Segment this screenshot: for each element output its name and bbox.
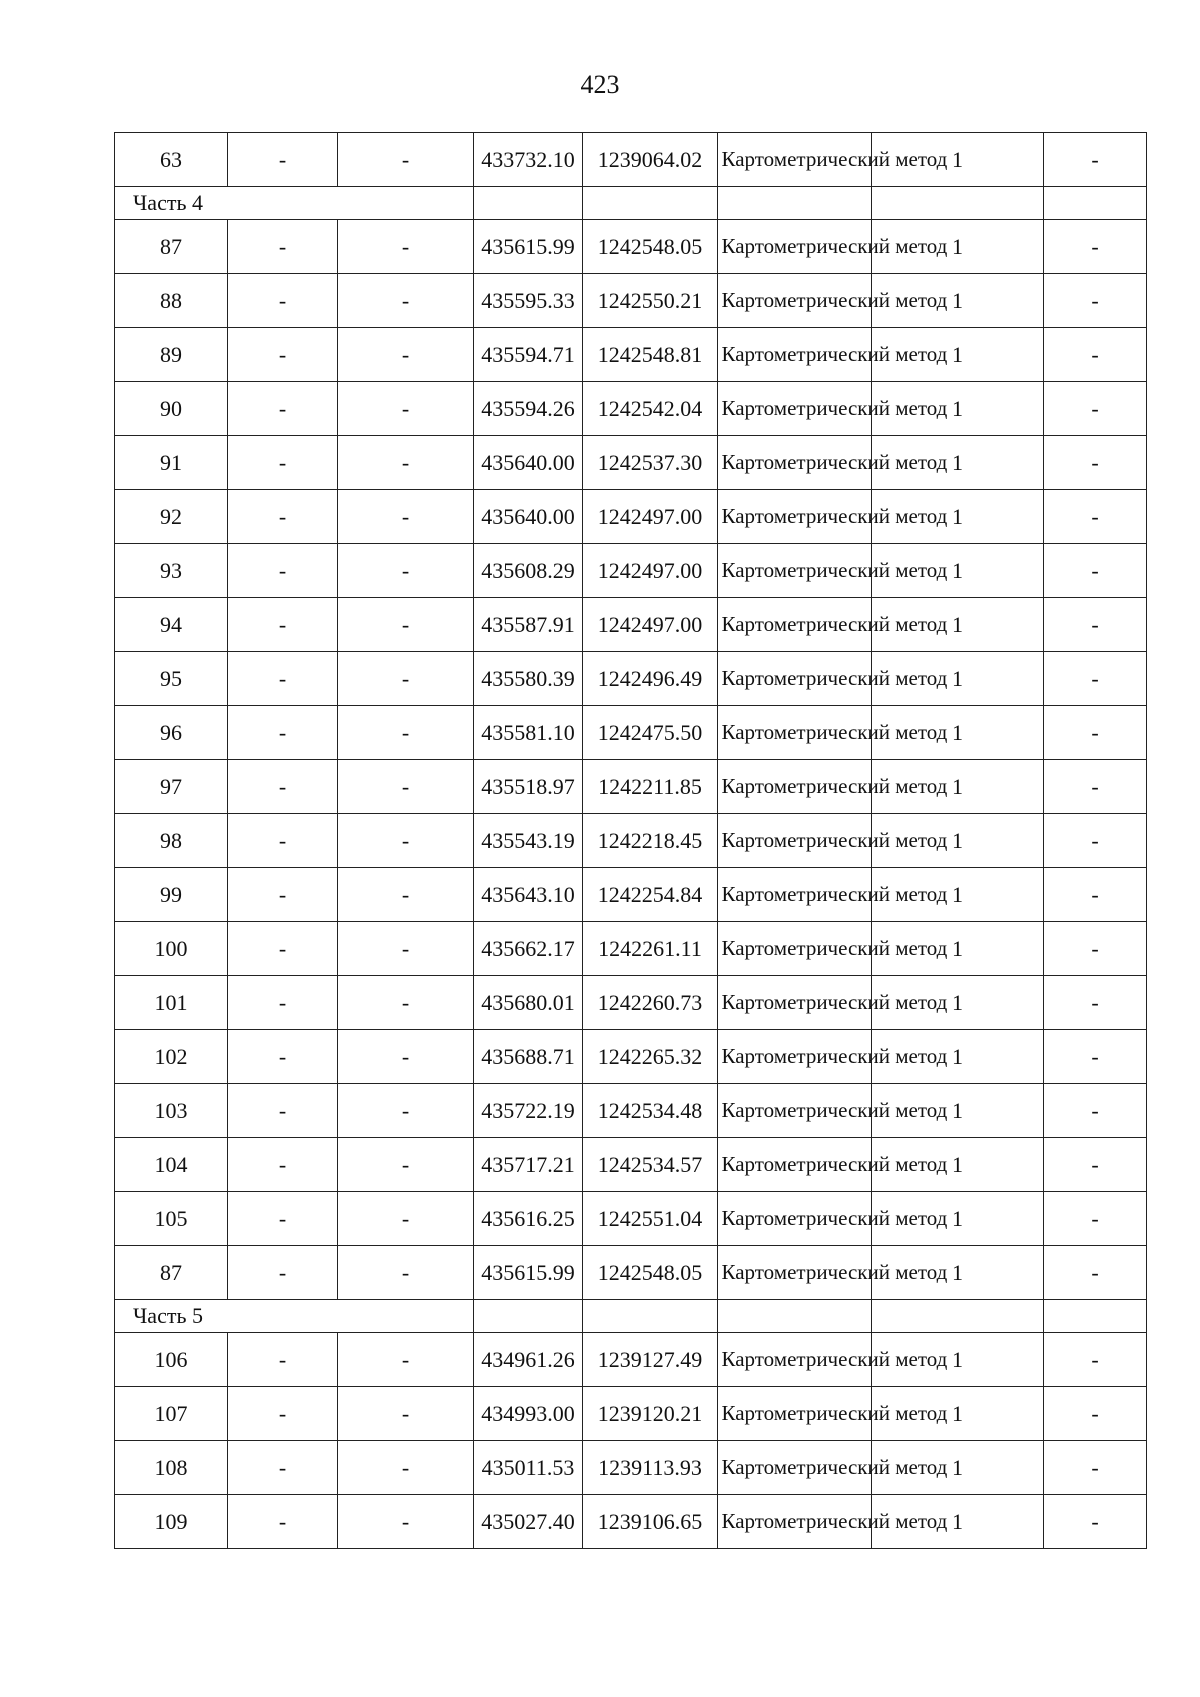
section-label: Часть 4 [115, 187, 474, 220]
empty-dash-cell: - [338, 1333, 474, 1387]
empty-dash-cell: - [228, 814, 338, 868]
point-number-cell: 87 [115, 1246, 228, 1300]
method-cell [718, 1030, 948, 1084]
empty-dash-cell: - [228, 652, 338, 706]
method-text: Картометрический метод [721, 1347, 948, 1371]
empty-dash-cell: - [1044, 706, 1147, 760]
empty-dash-cell: - [1044, 490, 1147, 544]
y-coordinate-cell: 1242534.57 [583, 1138, 718, 1192]
empty-dash-cell: - [1044, 1441, 1147, 1495]
point-number-cell: 104 [115, 1138, 228, 1192]
method-text: Картометрический метод [721, 1098, 948, 1122]
y-coordinate-cell: 1242550.21 [583, 274, 718, 328]
table-row [115, 490, 1147, 544]
empty-dash-cell: - [1044, 382, 1147, 436]
point-number-cell: 88 [115, 274, 228, 328]
method-cell [718, 1192, 948, 1246]
empty-dash-cell: - [1044, 133, 1147, 187]
coordinates-table [114, 132, 1147, 1549]
method-cell [718, 1333, 948, 1387]
method-text: Картометрический метод [721, 990, 948, 1014]
accuracy-cell: 1 [872, 1495, 1044, 1549]
method-text: Картометрический метод [721, 666, 948, 690]
empty-dash-cell: - [338, 1387, 474, 1441]
method-cell [718, 274, 948, 328]
empty-cell [718, 1300, 872, 1333]
method-cell [718, 1495, 948, 1549]
method-text: Картометрический метод [721, 936, 948, 960]
empty-dash-cell: - [338, 328, 474, 382]
x-coordinate-cell: 433732.10 [474, 133, 583, 187]
empty-dash-cell: - [1044, 1084, 1147, 1138]
table-row [115, 1138, 1147, 1192]
method-text: Картометрический метод [721, 1206, 948, 1230]
empty-cell [583, 187, 718, 220]
empty-dash-cell: - [228, 436, 338, 490]
x-coordinate-cell: 435011.53 [474, 1441, 583, 1495]
x-coordinate-cell: 435643.10 [474, 868, 583, 922]
table-row [115, 274, 1147, 328]
method-cell [718, 1441, 948, 1495]
table-row [115, 382, 1147, 436]
empty-dash-cell: - [1044, 436, 1147, 490]
method-cell [718, 598, 948, 652]
method-text: Картометрический метод [721, 720, 948, 744]
method-text: Картометрический метод [721, 1455, 948, 1479]
method-cell [718, 1138, 948, 1192]
empty-dash-cell: - [338, 922, 474, 976]
empty-dash-cell: - [228, 922, 338, 976]
table-row [115, 706, 1147, 760]
point-number-cell: 102 [115, 1030, 228, 1084]
empty-dash-cell: - [1044, 1030, 1147, 1084]
table-row [115, 652, 1147, 706]
empty-dash-cell: - [338, 382, 474, 436]
empty-dash-cell: - [338, 1441, 474, 1495]
empty-dash-cell: - [228, 706, 338, 760]
empty-dash-cell: - [228, 220, 338, 274]
point-number-cell: 109 [115, 1495, 228, 1549]
x-coordinate-cell: 435616.25 [474, 1192, 583, 1246]
y-coordinate-cell: 1242497.00 [583, 544, 718, 598]
empty-dash-cell: - [228, 598, 338, 652]
method-text: Картометрический метод [721, 558, 948, 582]
y-coordinate-cell: 1239106.65 [583, 1495, 718, 1549]
y-coordinate-cell: 1242497.00 [583, 598, 718, 652]
method-cell [718, 868, 948, 922]
point-number-cell: 100 [115, 922, 228, 976]
x-coordinate-cell: 435594.26 [474, 382, 583, 436]
empty-dash-cell: - [1044, 1387, 1147, 1441]
accuracy-cell: 1 [872, 133, 1044, 187]
y-coordinate-cell: 1242218.45 [583, 814, 718, 868]
empty-dash-cell: - [228, 133, 338, 187]
table-row [115, 436, 1147, 490]
table-row [115, 976, 1147, 1030]
empty-dash-cell: - [338, 220, 474, 274]
section-row [115, 1300, 1147, 1333]
accuracy-cell: 1 [872, 1246, 1044, 1300]
method-text: Картометрический метод [721, 288, 948, 312]
method-text: Картометрический метод [721, 147, 948, 171]
empty-dash-cell: - [338, 1084, 474, 1138]
accuracy-cell: 1 [872, 328, 1044, 382]
point-number-cell: 90 [115, 382, 228, 436]
method-text: Картометрический метод [721, 234, 948, 258]
accuracy-cell: 1 [872, 1138, 1044, 1192]
x-coordinate-cell: 435595.33 [474, 274, 583, 328]
y-coordinate-cell: 1242537.30 [583, 436, 718, 490]
empty-dash-cell: - [228, 1084, 338, 1138]
empty-dash-cell: - [338, 274, 474, 328]
x-coordinate-cell: 435587.91 [474, 598, 583, 652]
empty-cell [1044, 187, 1147, 220]
y-coordinate-cell: 1242542.04 [583, 382, 718, 436]
empty-dash-cell: - [338, 1495, 474, 1549]
method-text: Картометрический метод [721, 396, 948, 420]
empty-dash-cell: - [228, 1441, 338, 1495]
empty-dash-cell: - [228, 1387, 338, 1441]
accuracy-cell: 1 [872, 1192, 1044, 1246]
y-coordinate-cell: 1239127.49 [583, 1333, 718, 1387]
point-number-cell: 92 [115, 490, 228, 544]
y-coordinate-cell: 1242260.73 [583, 976, 718, 1030]
method-text: Картометрический метод [721, 1509, 948, 1533]
empty-dash-cell: - [338, 490, 474, 544]
method-text: Картометрический метод [721, 882, 948, 906]
empty-dash-cell: - [338, 1138, 474, 1192]
empty-dash-cell: - [228, 1192, 338, 1246]
empty-dash-cell: - [228, 1246, 338, 1300]
method-cell [718, 328, 948, 382]
empty-dash-cell: - [1044, 1333, 1147, 1387]
empty-dash-cell: - [338, 760, 474, 814]
method-text: Картометрический метод [721, 774, 948, 798]
empty-dash-cell: - [338, 652, 474, 706]
empty-dash-cell: - [228, 976, 338, 1030]
empty-cell [1044, 1300, 1147, 1333]
accuracy-cell: 1 [872, 814, 1044, 868]
y-coordinate-cell: 1242548.05 [583, 220, 718, 274]
section-row [115, 187, 1147, 220]
table-row [115, 133, 1147, 187]
empty-dash-cell: - [1044, 1192, 1147, 1246]
empty-dash-cell: - [338, 868, 474, 922]
method-cell [718, 976, 948, 1030]
method-cell [718, 760, 948, 814]
empty-dash-cell: - [228, 868, 338, 922]
accuracy-cell: 1 [872, 1333, 1044, 1387]
y-coordinate-cell: 1242548.81 [583, 328, 718, 382]
method-cell [718, 706, 948, 760]
accuracy-cell: 1 [872, 976, 1044, 1030]
empty-dash-cell: - [338, 598, 474, 652]
point-number-cell: 96 [115, 706, 228, 760]
point-number-cell: 105 [115, 1192, 228, 1246]
empty-dash-cell: - [338, 1246, 474, 1300]
method-cell [718, 133, 948, 187]
empty-dash-cell: - [228, 1138, 338, 1192]
table-body [115, 133, 1147, 1549]
method-cell [718, 544, 948, 598]
empty-dash-cell: - [338, 544, 474, 598]
method-cell [718, 1084, 948, 1138]
x-coordinate-cell: 435615.99 [474, 220, 583, 274]
method-cell [718, 814, 948, 868]
empty-dash-cell: - [228, 1333, 338, 1387]
method-text: Картометрический метод [721, 1401, 948, 1425]
empty-dash-cell: - [338, 976, 474, 1030]
x-coordinate-cell: 435688.71 [474, 1030, 583, 1084]
x-coordinate-cell: 435518.97 [474, 760, 583, 814]
point-number-cell: 101 [115, 976, 228, 1030]
table-row [115, 328, 1147, 382]
method-cell [718, 382, 948, 436]
point-number-cell: 94 [115, 598, 228, 652]
point-number-cell: 103 [115, 1084, 228, 1138]
x-coordinate-cell: 435722.19 [474, 1084, 583, 1138]
accuracy-cell: 1 [872, 706, 1044, 760]
empty-cell [474, 1300, 583, 1333]
y-coordinate-cell: 1242211.85 [583, 760, 718, 814]
y-coordinate-cell: 1239113.93 [583, 1441, 718, 1495]
point-number-cell: 93 [115, 544, 228, 598]
empty-dash-cell: - [1044, 1246, 1147, 1300]
empty-dash-cell: - [1044, 652, 1147, 706]
y-coordinate-cell: 1242475.50 [583, 706, 718, 760]
x-coordinate-cell: 435027.40 [474, 1495, 583, 1549]
empty-dash-cell: - [338, 1030, 474, 1084]
table-row [115, 544, 1147, 598]
empty-cell [872, 1300, 1044, 1333]
y-coordinate-cell: 1242261.11 [583, 922, 718, 976]
empty-dash-cell: - [1044, 328, 1147, 382]
accuracy-cell: 1 [872, 760, 1044, 814]
method-text: Картометрический метод [721, 1044, 948, 1068]
table-row [115, 868, 1147, 922]
y-coordinate-cell: 1242496.49 [583, 652, 718, 706]
method-cell [718, 922, 948, 976]
method-cell [718, 436, 948, 490]
y-coordinate-cell: 1242497.00 [583, 490, 718, 544]
empty-dash-cell: - [228, 1030, 338, 1084]
method-text: Картометрический метод [721, 1260, 948, 1284]
empty-dash-cell: - [1044, 1495, 1147, 1549]
method-cell [718, 220, 948, 274]
accuracy-cell: 1 [872, 1030, 1044, 1084]
x-coordinate-cell: 435640.00 [474, 436, 583, 490]
method-cell [718, 1246, 948, 1300]
accuracy-cell: 1 [872, 652, 1044, 706]
table-row [115, 1387, 1147, 1441]
point-number-cell: 107 [115, 1387, 228, 1441]
method-text: Картометрический метод [721, 504, 948, 528]
table-row [115, 760, 1147, 814]
x-coordinate-cell: 435680.01 [474, 976, 583, 1030]
page-number: 423 [580, 70, 620, 99]
x-coordinate-cell: 435594.71 [474, 328, 583, 382]
empty-dash-cell: - [228, 760, 338, 814]
point-number-cell: 91 [115, 436, 228, 490]
empty-dash-cell: - [1044, 274, 1147, 328]
method-text: Картометрический метод [721, 1152, 948, 1176]
empty-dash-cell: - [1044, 1138, 1147, 1192]
accuracy-cell: 1 [872, 598, 1044, 652]
table-row [115, 814, 1147, 868]
point-number-cell: 106 [115, 1333, 228, 1387]
point-number-cell: 63 [115, 133, 228, 187]
accuracy-cell: 1 [872, 544, 1044, 598]
empty-dash-cell: - [228, 328, 338, 382]
empty-dash-cell: - [1044, 598, 1147, 652]
accuracy-cell: 1 [872, 1084, 1044, 1138]
empty-dash-cell: - [228, 274, 338, 328]
empty-dash-cell: - [228, 544, 338, 598]
table-row [115, 1084, 1147, 1138]
x-coordinate-cell: 435580.39 [474, 652, 583, 706]
y-coordinate-cell: 1239120.21 [583, 1387, 718, 1441]
empty-cell [474, 187, 583, 220]
y-coordinate-cell: 1242254.84 [583, 868, 718, 922]
table-row [115, 1246, 1147, 1300]
table-row [115, 922, 1147, 976]
x-coordinate-cell: 434993.00 [474, 1387, 583, 1441]
point-number-cell: 99 [115, 868, 228, 922]
empty-dash-cell: - [1044, 544, 1147, 598]
accuracy-cell: 1 [872, 868, 1044, 922]
point-number-cell: 95 [115, 652, 228, 706]
x-coordinate-cell: 435717.21 [474, 1138, 583, 1192]
method-cell [718, 490, 948, 544]
empty-dash-cell: - [338, 1192, 474, 1246]
point-number-cell: 87 [115, 220, 228, 274]
empty-cell [872, 187, 1044, 220]
table-row [115, 1495, 1147, 1549]
y-coordinate-cell: 1242534.48 [583, 1084, 718, 1138]
empty-dash-cell: - [338, 706, 474, 760]
y-coordinate-cell: 1239064.02 [583, 133, 718, 187]
x-coordinate-cell: 435662.17 [474, 922, 583, 976]
empty-dash-cell: - [228, 382, 338, 436]
empty-dash-cell: - [228, 490, 338, 544]
x-coordinate-cell: 435640.00 [474, 490, 583, 544]
empty-dash-cell: - [228, 1495, 338, 1549]
point-number-cell: 98 [115, 814, 228, 868]
table-row [115, 1333, 1147, 1387]
x-coordinate-cell: 434961.26 [474, 1333, 583, 1387]
table-row [115, 598, 1147, 652]
empty-cell [583, 1300, 718, 1333]
table-row [115, 1192, 1147, 1246]
accuracy-cell: 1 [872, 382, 1044, 436]
accuracy-cell: 1 [872, 1441, 1044, 1495]
section-label: Часть 5 [115, 1300, 474, 1333]
method-text: Картометрический метод [721, 342, 948, 366]
empty-dash-cell: - [338, 436, 474, 490]
accuracy-cell: 1 [872, 274, 1044, 328]
x-coordinate-cell: 435543.19 [474, 814, 583, 868]
method-text: Картометрический метод [721, 450, 948, 474]
empty-dash-cell: - [1044, 220, 1147, 274]
empty-dash-cell: - [1044, 760, 1147, 814]
y-coordinate-cell: 1242548.05 [583, 1246, 718, 1300]
point-number-cell: 89 [115, 328, 228, 382]
accuracy-cell: 1 [872, 1387, 1044, 1441]
accuracy-cell: 1 [872, 922, 1044, 976]
table-row [115, 1441, 1147, 1495]
accuracy-cell: 1 [872, 490, 1044, 544]
point-number-cell: 97 [115, 760, 228, 814]
method-cell [718, 652, 948, 706]
empty-dash-cell: - [1044, 814, 1147, 868]
table-row [115, 1030, 1147, 1084]
x-coordinate-cell: 435615.99 [474, 1246, 583, 1300]
method-cell [718, 1387, 948, 1441]
y-coordinate-cell: 1242265.32 [583, 1030, 718, 1084]
x-coordinate-cell: 435581.10 [474, 706, 583, 760]
point-number-cell: 108 [115, 1441, 228, 1495]
empty-dash-cell: - [338, 814, 474, 868]
empty-dash-cell: - [338, 133, 474, 187]
empty-dash-cell: - [1044, 868, 1147, 922]
y-coordinate-cell: 1242551.04 [583, 1192, 718, 1246]
empty-dash-cell: - [1044, 922, 1147, 976]
empty-dash-cell: - [1044, 976, 1147, 1030]
accuracy-cell: 1 [872, 436, 1044, 490]
x-coordinate-cell: 435608.29 [474, 544, 583, 598]
accuracy-cell: 1 [872, 220, 1044, 274]
method-text: Картометрический метод [721, 828, 948, 852]
table-row [115, 220, 1147, 274]
method-text: Картометрический метод [721, 612, 948, 636]
empty-cell [718, 187, 872, 220]
